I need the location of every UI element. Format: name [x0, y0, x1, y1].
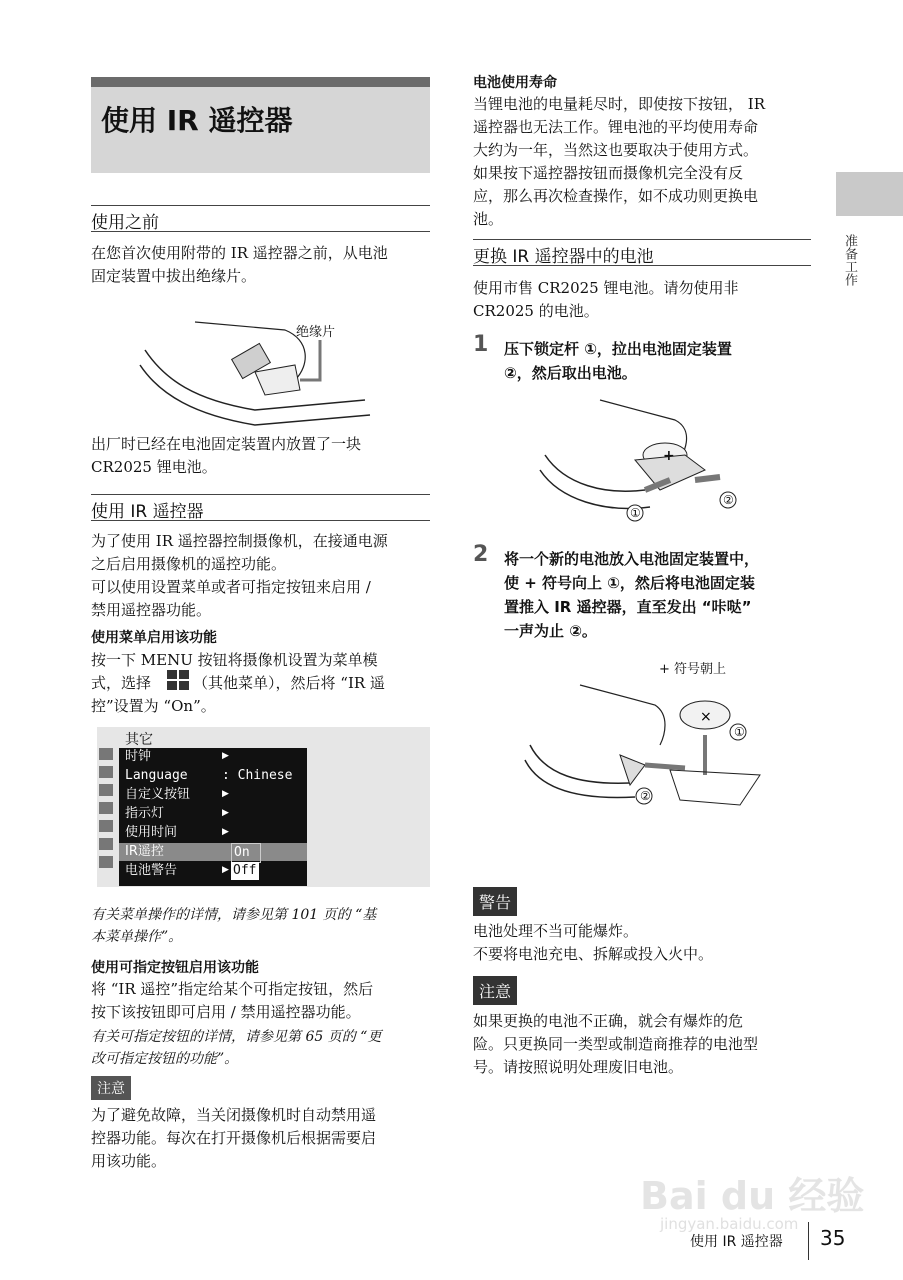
use-ir-text-1: 为了使用 IR 遥控器控制摄像机，在接通电源 [91, 532, 388, 550]
step-1-text-2: ②，然后取出电池。 [504, 364, 637, 382]
record-icon [99, 838, 113, 850]
menu-enable-text-2a: 式，选择 [91, 674, 152, 692]
factory-battery-text-1: 出厂时已经在电池固定装置内放置了一块 [91, 435, 362, 453]
use-ir-text-2: 之后启用摄像机的遥控功能。 [91, 555, 287, 573]
page-title: 使用 IR 遥控器 [101, 104, 293, 137]
step-1-number: 1 [473, 332, 489, 357]
fig3-callout-1: ① [734, 725, 745, 739]
warning-text-1: 电池处理不当可能爆炸。 [473, 922, 639, 940]
menu-option-off[interactable]: Off [231, 862, 259, 880]
battery-life-text-1: 当锂电池的电量耗尽时，即使按下按钮， IR [473, 95, 765, 113]
battery-life-text-4: 如果按下遥控器按钮而摄像机完全没有反 [473, 164, 744, 182]
page-title-bar [91, 77, 430, 173]
assign-button-text-2: 按下该按钮即可启用 / 禁用遥控器功能。 [91, 1003, 361, 1021]
watermark-url: jingyan.baidu.com [660, 1215, 799, 1233]
chapter-tab-label: 准备工作 [842, 234, 857, 286]
chapter-tab [836, 172, 903, 216]
footer-section-label: 使用 IR 遥控器 [690, 1234, 783, 1250]
note-text-2: 控器功能。每次在打开摄像机后根据需要启 [91, 1129, 377, 1147]
step-2-text-2: 使 + 符号向上 ①，然后将电池固定装 [504, 574, 755, 592]
insulation-sheet-label: 绝缘片 [296, 325, 336, 340]
assign-reference-2: 改可指定按钮的功能”。 [91, 1051, 239, 1067]
menu-row-indicator[interactable]: 指示灯 [125, 806, 165, 821]
battery-plus-mark: + [663, 448, 675, 464]
menu-row-language[interactable]: Language [125, 768, 188, 783]
note-tag: 注意 [91, 1076, 131, 1100]
fig2-callout-1: ① [630, 506, 641, 520]
other-menu-icon [167, 670, 189, 690]
section-replace-battery-heading: 更换 IR 遥控器中的电池 [473, 239, 811, 266]
caution-text-3: 号。请按照说明处理废旧电池。 [473, 1058, 684, 1076]
before-use-text-1: 在您首次使用附带的 IR 遥控器之前，从电池 [91, 244, 388, 262]
assign-button-text-1: 将 “IR 遥控”指定给某个可指定按钮，然后 [91, 980, 374, 998]
step-1-text-1: 压下锁定杆 ①，拉出电池固定装置 [504, 340, 732, 358]
before-use-text-2: 固定装置中拔出绝缘片。 [91, 267, 257, 285]
menu-row-custom-button[interactable]: 自定义按钮 [125, 787, 191, 802]
replace-battery-text-1: 使用市售 CR2025 锂电池。请勿使用非 [473, 279, 739, 297]
replace-battery-text-2: CR2025 的电池。 [473, 302, 599, 320]
assign-reference-1: 有关可指定按钮的详情，请参见第 65 页的 “更 [91, 1029, 382, 1045]
menu-row-clock-arrow: ▶ [222, 751, 229, 761]
menu-row-usage-time[interactable]: 使用时间 [125, 825, 178, 840]
note-text-1: 为了避免故障，当关闭摄像机时自动禁用遥 [91, 1106, 377, 1124]
battery-life-text-5: 应，那么再次检查操作，如不成功则更换电 [473, 187, 759, 205]
caution-tag: 注意 [473, 976, 517, 1005]
battery-life-text-2: 遥控器也无法工作。锂电池的平均使用寿命 [473, 118, 759, 136]
battery-life-subheading: 电池使用寿命 [473, 75, 557, 91]
display-icon [99, 784, 113, 796]
menu-enable-text-1: 按一下 MENU 按钮将摄像机设置为菜单模 [91, 651, 378, 669]
warning-text-2: 不要将电池充电、拆解或投入火中。 [473, 945, 714, 963]
tc-icon [99, 820, 113, 832]
menu-panel [119, 748, 307, 886]
insulation-sheet-figure [135, 310, 375, 430]
step-2-text-3: 置推入 IR 遥控器，直至发出 “咔哒” [504, 598, 752, 616]
menu-header: 其它 [125, 732, 153, 748]
fig3-callout-2: ② [640, 789, 651, 803]
menu-reference-2: 本菜单操作”。 [91, 929, 183, 945]
menu-row-ir-remote[interactable]: IR遥控 [125, 844, 164, 859]
remove-battery-figure [535, 395, 755, 530]
step-2-number: 2 [473, 542, 489, 567]
factory-battery-text-2: CR2025 锂电池。 [91, 458, 217, 476]
menu-enable-text-3: 控”设置为 “On”。 [91, 697, 216, 715]
assign-button-subheading: 使用可指定按钮启用该功能 [91, 960, 259, 976]
menu-row-language-value: : Chinese [222, 768, 293, 783]
use-ir-text-3: 可以使用设置菜单或者可指定按钮来启用 / [91, 578, 371, 596]
watermark-logo: Bai du 经验 [640, 1174, 865, 1218]
camera-icon [99, 748, 113, 760]
menu-row-indicator-arrow: ▶ [222, 808, 229, 818]
menu-row-usage-time-arrow: ▶ [222, 827, 229, 837]
warning-tag: 警告 [473, 887, 517, 916]
caution-text-2: 险。只更换同一类型或制造商推荐的电池型 [473, 1035, 759, 1053]
note-text-3: 用该功能。 [91, 1152, 167, 1170]
other-icon [99, 856, 113, 868]
menu-row-battery-warning-arrow: ▶ [222, 865, 229, 875]
step-2-text-1: 将一个新的电池放入电池固定装置中， [504, 550, 760, 568]
audio-icon [99, 766, 113, 778]
caution-text-1: 如果更换的电池不正确，就会有爆炸的危 [473, 1012, 744, 1030]
section-use-ir-heading: 使用 IR 遥控器 [91, 494, 430, 521]
footer-divider [808, 1222, 809, 1260]
use-ir-text-4: 禁用遥控器功能。 [91, 601, 212, 619]
other-menu-screenshot [97, 727, 430, 887]
menu-row-battery-warning[interactable]: 电池警告 [125, 863, 178, 878]
menu-enable-subheading: 使用菜单启用该功能 [91, 630, 217, 646]
fig2-callout-2: ② [723, 493, 734, 507]
menu-option-on[interactable]: On [231, 843, 261, 863]
battery-life-text-6: 池。 [473, 210, 504, 228]
menu-row-custom-button-arrow: ▶ [222, 789, 229, 799]
svg-text:×: × [700, 709, 712, 725]
edit-icon [99, 802, 113, 814]
menu-enable-text-2b: （其他菜单），然后将 “IR 遥 [193, 674, 385, 692]
section-before-use-heading: 使用之前 [91, 205, 430, 232]
menu-icon-column [99, 748, 117, 874]
plus-side-up-label: + 符号朝上 [659, 662, 727, 677]
page-number: 35 [820, 1226, 846, 1250]
battery-life-text-3: 大约为一年，当然这也要取决于使用方式。 [473, 141, 759, 159]
menu-reference-1: 有关菜单操作的详情，请参见第 101 页的 “基 [91, 907, 377, 923]
step-2-text-4: 一声为止 ②。 [504, 622, 597, 640]
menu-row-clock[interactable]: 时钟 [125, 749, 152, 764]
